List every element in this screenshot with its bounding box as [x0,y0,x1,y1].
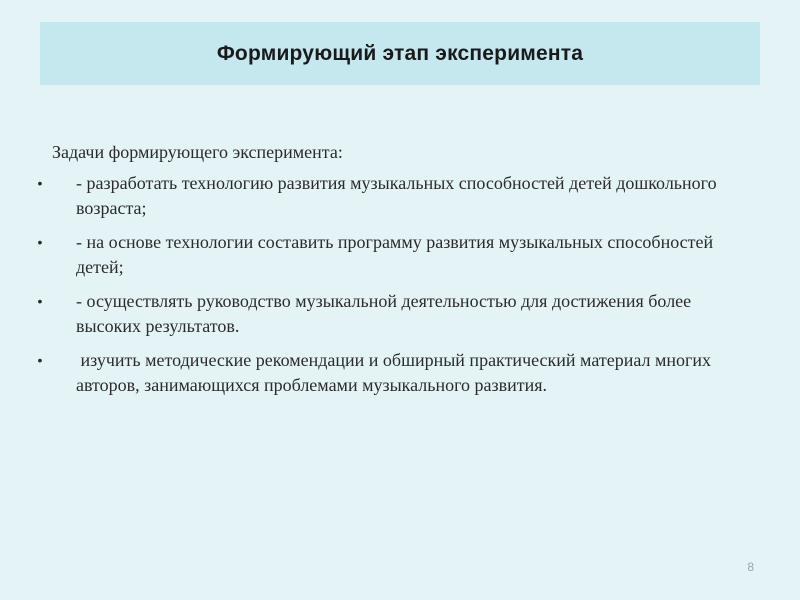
bullet-icon: • [37,352,43,368]
task-list [30,171,750,398]
bullet-icon: • [37,175,43,191]
slide-content [30,140,750,407]
list-item [30,289,750,339]
tasks-intro: Задачи формирующего эксперимента: [52,142,343,162]
task-text: - на основе технологии составить программу развития музыкальных способностей детей; [76,232,718,277]
task-text: - осуществлять руководство музыкальной деятельностью для достижения более высоких результатов. [76,291,696,336]
list-item [30,171,750,221]
task-text: изучить методические рекомендации и обширный практический материал многих авторов, занимающихся проблемами музыкального развития. [76,350,716,395]
bullet-icon: • [37,234,43,250]
title-bar [40,22,760,85]
list-item [30,348,750,398]
bullet-icon: • [37,293,43,309]
list-item [30,230,750,280]
task-text: - разработать технологию развития музыкальных способностей детей дошкольного возраста; [76,173,722,218]
slide-title: Формирующий этап эксперимента [216,41,584,65]
page-number: 8 [747,560,754,574]
